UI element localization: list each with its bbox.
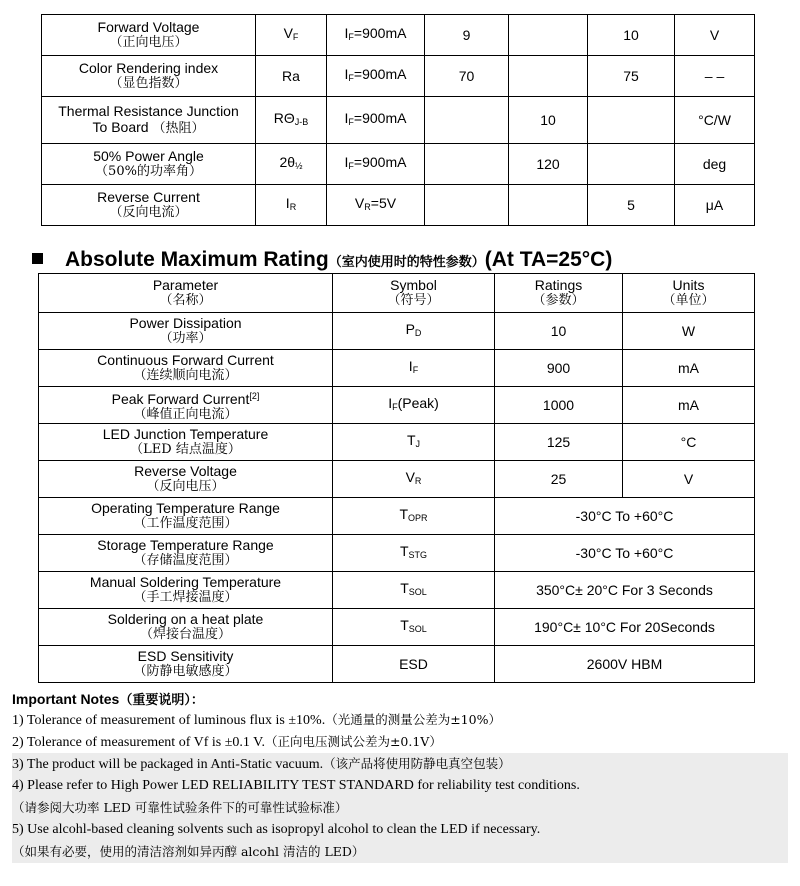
param-line	[39, 611, 332, 627]
table-row	[42, 97, 755, 144]
condition-post: =900mA	[353, 154, 407, 170]
important-notes	[12, 689, 788, 863]
param-name-en2: To Board	[92, 119, 149, 135]
rating-cell: 2600V HBM	[495, 646, 755, 683]
condition-cell	[327, 56, 425, 97]
param-name-en: Soldering on a heat plate	[107, 611, 264, 627]
header-ratings: Ratings （参数）	[495, 274, 623, 313]
unit-cell: W	[623, 313, 755, 350]
min-cell: 70	[425, 56, 509, 97]
param-name-en: 50% Power Angle	[93, 148, 204, 164]
table-row	[39, 461, 755, 498]
symbol-post: (Peak)	[397, 395, 439, 411]
min-cell: 9	[425, 15, 509, 56]
unit-cell: mA	[623, 350, 755, 387]
rating-cell: -30°C To +60°C	[495, 535, 755, 572]
param-line	[39, 463, 332, 479]
note-text-en: 1) Tolerance of measurement of luminous flux is ±10%.	[12, 713, 326, 728]
param-name-zh: （连续顺向电流）	[133, 368, 238, 383]
note-text-zh: （正向电压测试公差为±0.1V）	[264, 734, 442, 749]
unit-cell: – –	[675, 56, 755, 97]
max-cell	[588, 97, 675, 144]
symbol: P	[405, 321, 415, 337]
table-row	[42, 144, 755, 185]
min-cell	[425, 185, 509, 226]
note-text-en: 3) The product will be packaged in Anti-Static vacuum.	[12, 757, 324, 772]
param-name-zh: （50%的功率角）	[95, 164, 202, 179]
typ-cell: 120	[509, 144, 588, 185]
note-text-zh: （请参阅大功率 LED 可靠性试验条件下的可靠性试验标准）	[12, 800, 348, 815]
symbol: Ra	[282, 68, 300, 84]
table-row	[39, 387, 755, 424]
note-text-en: 4) Please refer to High Power LED RELIABILITY TEST STANDARD for reliability test conditions.	[12, 778, 580, 793]
condition-sub: F	[348, 117, 354, 127]
condition-pre: V	[354, 195, 365, 211]
condition-post: =5V	[370, 195, 397, 211]
param-name-zh: （反向电压）	[146, 479, 225, 494]
symbol-sub: F	[412, 365, 419, 375]
table-row	[39, 646, 755, 683]
table-row	[39, 498, 755, 535]
symbol-cell	[333, 535, 495, 572]
param-name-zh: （焊接台温度）	[139, 627, 231, 642]
symbol: ESD	[399, 656, 428, 672]
param-name-en: Color Rendering index	[78, 60, 219, 76]
symbol-sub: F	[392, 402, 398, 412]
table-row	[39, 313, 755, 350]
note-text-zh: （该产品将使用防静电真空包装）	[323, 756, 511, 771]
param-cell	[42, 144, 256, 185]
symbol-sub: ½	[295, 161, 303, 171]
absolute-maximum-rating-table	[38, 273, 755, 683]
table-row	[42, 15, 755, 56]
param-line	[39, 426, 332, 442]
condition-pre: I	[344, 25, 349, 41]
section-heading	[32, 247, 612, 273]
param-cell	[39, 572, 333, 609]
section-title-zh: （室内使用时的特性参数）	[328, 255, 485, 270]
param-name-zh: （热阻）	[152, 121, 205, 136]
table-row	[39, 350, 755, 387]
symbol-cell	[333, 609, 495, 646]
symbol-cell	[256, 15, 327, 56]
symbol-cell	[333, 646, 495, 683]
rating-cell: 350°C± 20°C For 3 Seconds	[495, 572, 755, 609]
symbol-sub: SOL	[408, 587, 427, 597]
typ-cell	[509, 15, 588, 56]
note-text-zh: （如果有必要，使用的清洁溶剂如异丙醇 alcohl 清洁的 LED）	[12, 844, 365, 859]
symbol-cell	[256, 97, 327, 144]
param-cell	[39, 387, 333, 424]
notes-title: Important Notes（重要说明）：	[12, 691, 204, 708]
condition-cell	[327, 15, 425, 56]
symbol-sub: OPR	[408, 513, 428, 523]
symbol: V	[405, 469, 415, 485]
section-title-en: Absolute Maximum Rating	[65, 248, 329, 271]
table-row	[39, 424, 755, 461]
unit-cell: μA	[675, 185, 755, 226]
param-cell	[39, 498, 333, 535]
rating-cell: 190°C± 10°C For 20Seconds	[495, 609, 755, 646]
symbol-cell	[256, 144, 327, 185]
param-cell	[42, 15, 256, 56]
symbol-cell	[333, 424, 495, 461]
param-name-zh: （峰值正向电流）	[133, 406, 238, 422]
symbol: T	[399, 543, 409, 559]
symbol: T	[399, 506, 409, 522]
condition-cell	[327, 185, 425, 226]
symbol-cell	[333, 387, 495, 424]
symbol-cell	[333, 461, 495, 498]
rating-cell: 25	[495, 461, 623, 498]
symbol-sub: SOL	[408, 624, 427, 634]
unit-cell: °C/W	[675, 97, 755, 144]
param-line	[39, 574, 332, 590]
condition-sub: F	[348, 73, 354, 83]
symbol-cell	[333, 572, 495, 609]
param-name-zh: （正向电压）	[109, 35, 188, 50]
symbol: T	[400, 580, 409, 596]
rating-cell: 10	[495, 313, 623, 350]
symbol-cell	[333, 313, 495, 350]
condition-pre: I	[344, 154, 349, 170]
param-cell	[42, 185, 256, 226]
symbol: V	[283, 25, 293, 41]
header-symbol: Symbol （符号）	[333, 274, 495, 313]
param-cell	[39, 535, 333, 572]
rating-cell: 1000	[495, 387, 623, 424]
symbol-sub: STG	[408, 550, 428, 560]
note-text-en: 2) Tolerance of measurement of Vf is ±0.1 V.	[12, 735, 265, 750]
table-row	[42, 56, 755, 97]
param-name-en: Thermal Resistance Junction	[58, 103, 239, 119]
condition-post: =900mA	[353, 25, 407, 41]
condition-pre: I	[344, 66, 349, 82]
symbol: T	[400, 617, 409, 633]
table-row	[42, 185, 755, 226]
typ-cell: 10	[509, 97, 588, 144]
param-name-line2	[42, 119, 255, 137]
unit-cell: V	[675, 15, 755, 56]
param-line	[39, 315, 332, 331]
param-name-en: Reverse Current	[97, 189, 200, 205]
table-row	[39, 572, 755, 609]
note-line	[12, 797, 788, 819]
section-title-suffix: (At TA=25°C)	[484, 248, 613, 271]
param-name-zh: （存储温度范围）	[133, 553, 238, 568]
param-name-en: Manual Soldering Temperature	[89, 574, 282, 590]
header-parameter: Parameter （名称）	[39, 274, 333, 313]
typ-cell	[509, 185, 588, 226]
symbol: I	[408, 358, 413, 374]
square-bullet-icon	[32, 253, 43, 264]
condition-post: =900mA	[353, 110, 407, 126]
unit-cell: mA	[623, 387, 755, 424]
unit-cell: deg	[675, 144, 755, 185]
symbol-sub: D	[414, 328, 422, 338]
condition-sub: R	[364, 202, 371, 212]
symbol-cell	[256, 185, 327, 226]
symbol: 2θ	[279, 154, 296, 170]
symbol-cell	[256, 56, 327, 97]
param-name-en: ESD Sensitivity	[137, 648, 234, 664]
param-cell	[39, 646, 333, 683]
note-line	[12, 753, 788, 775]
param-name-en: Power Dissipation	[129, 315, 242, 331]
symbol: T	[406, 432, 416, 448]
param-name-zh: （手工焊接温度）	[133, 590, 238, 605]
condition-pre: I	[344, 110, 349, 126]
param-cell	[39, 424, 333, 461]
table-row	[39, 535, 755, 572]
param-cell	[42, 97, 256, 144]
param-name-zh: （工作温度范围）	[133, 516, 238, 531]
param-footnote: [2]	[249, 390, 260, 401]
param-line	[39, 537, 332, 553]
rating-cell: -30°C To +60°C	[495, 498, 755, 535]
param-name-zh: （防静电敏感度）	[133, 664, 238, 679]
param-name-zh: （显色指数）	[109, 76, 188, 91]
symbol: RΘ	[273, 110, 295, 126]
condition-cell	[327, 97, 425, 144]
param-name-en: Reverse Voltage	[134, 463, 237, 479]
table-row	[39, 609, 755, 646]
param-cell	[42, 56, 256, 97]
unit-cell: V	[623, 461, 755, 498]
symbol-sub: R	[289, 202, 297, 212]
condition-cell	[327, 144, 425, 185]
param-line	[39, 648, 332, 664]
min-cell	[425, 97, 509, 144]
param-name-en: Storage Temperature Range	[97, 537, 274, 553]
note-line	[12, 709, 788, 731]
param-name-zh: （LED 结点温度）	[130, 442, 241, 457]
electrical-characteristics-table	[41, 14, 755, 226]
symbol-sub: J-B	[294, 117, 309, 127]
symbol: I	[285, 195, 290, 211]
note-line	[12, 731, 788, 753]
param-line	[39, 352, 332, 368]
param-cell	[39, 609, 333, 646]
max-cell: 75	[588, 56, 675, 97]
param-name-en: Peak Forward Current	[111, 390, 250, 407]
header-units: Units （单位）	[623, 274, 755, 313]
symbol-cell	[333, 498, 495, 535]
param-line	[39, 500, 332, 516]
param-name-zh: （功率）	[159, 331, 212, 346]
symbol-cell	[333, 350, 495, 387]
note-text-en: 5) Use alcohl-based cleaning solvents such as isopropyl alcohol to clean the LED if necessary.	[12, 822, 541, 837]
param-line	[39, 388, 332, 407]
param-name-en: Continuous Forward Current	[97, 352, 274, 368]
min-cell	[425, 144, 509, 185]
param-name-en: Forward Voltage	[97, 19, 200, 35]
typ-cell	[509, 56, 588, 97]
unit-cell: °C	[623, 424, 755, 461]
max-cell: 5	[588, 185, 675, 226]
symbol-sub: J	[415, 439, 421, 449]
rating-cell: 900	[495, 350, 623, 387]
param-cell	[39, 461, 333, 498]
param-name-en: Operating Temperature Range	[91, 500, 280, 516]
symbol-sub: R	[414, 476, 422, 486]
condition-sub: F	[348, 32, 354, 42]
note-line	[12, 775, 788, 797]
rating-cell: 125	[495, 424, 623, 461]
note-text-zh: （光通量的测量公差为±10%）	[325, 712, 501, 727]
symbol-sub: F	[292, 32, 299, 42]
param-cell	[39, 313, 333, 350]
max-cell: 10	[588, 15, 675, 56]
note-line	[12, 819, 788, 841]
table-header-row	[39, 274, 755, 313]
max-cell	[588, 144, 675, 185]
note-line	[12, 841, 788, 863]
param-name-en: LED Junction Temperature	[102, 426, 269, 442]
condition-sub: F	[348, 161, 354, 171]
condition-post: =900mA	[353, 66, 407, 82]
param-name-zh: （反向电流）	[109, 205, 188, 220]
symbol: I	[388, 395, 393, 411]
param-cell	[39, 350, 333, 387]
